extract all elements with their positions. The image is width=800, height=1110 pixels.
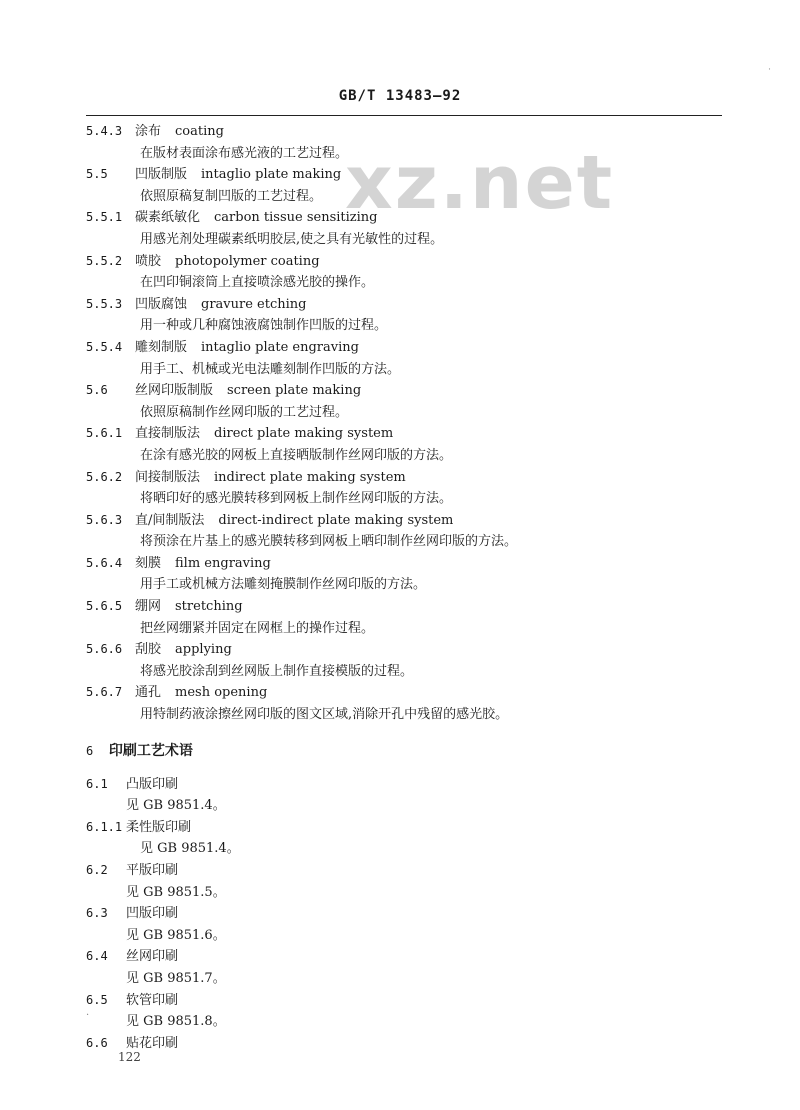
term-chinese: 刮胶 xyxy=(135,642,162,658)
term-entry xyxy=(86,164,746,186)
term-reference: 见 GB 9851.4。 xyxy=(140,841,240,857)
term-definition: 在版材表面涂布感光液的工艺过程。 xyxy=(140,145,349,161)
term-english: indirect plate making system xyxy=(214,469,406,485)
section6-term xyxy=(86,990,746,1012)
section6-list xyxy=(86,774,746,1055)
scan-mark: · xyxy=(86,1010,90,1021)
term-entry xyxy=(86,380,746,402)
term-definition: 在凹印铜滚筒上直接喷涂感光胶的操作。 xyxy=(140,275,375,291)
document-body xyxy=(86,121,746,1054)
term-entry xyxy=(86,510,746,532)
term-entry xyxy=(86,467,746,489)
section-title: 印刷工艺术语 xyxy=(108,742,193,759)
term-chinese: 凹版腐蚀 xyxy=(135,296,188,312)
term-definition: 在涂有感光胶的网板上直接晒版制作丝网印版的方法。 xyxy=(140,447,453,463)
term-chinese: 直接制版法 xyxy=(135,426,201,442)
term-chinese: 涂布 xyxy=(135,124,162,139)
term-number: 5.5 xyxy=(86,167,108,182)
term-entry xyxy=(86,337,746,359)
term-reference: 见 GB 9851.6。 xyxy=(126,927,226,943)
term-number: 6.6 xyxy=(86,1035,108,1050)
section6-term xyxy=(86,817,746,839)
term-number: 6.1 xyxy=(86,776,108,791)
term-chinese: 软管印刷 xyxy=(126,992,179,1008)
term-english: intaglio plate engraving xyxy=(201,339,359,355)
section6-term xyxy=(86,903,746,925)
term-chinese: 间接制版法 xyxy=(135,469,201,485)
section6-term xyxy=(86,860,746,882)
term-number: 6.4 xyxy=(86,949,108,964)
term-number: 5.4.3 xyxy=(86,124,123,138)
term-english: film engraving xyxy=(175,555,271,571)
term-english: photopolymer coating xyxy=(175,253,320,269)
term-entry xyxy=(86,251,746,273)
term-number: 5.6.7 xyxy=(86,685,123,700)
term-entry xyxy=(86,639,746,661)
page-number: 122 xyxy=(118,1050,141,1064)
term-english: coating xyxy=(175,124,224,139)
term-number: 6.1.1 xyxy=(86,819,123,834)
term-definition: 用特制药液涂擦丝网印版的图文区域,消除开孔中残留的感光胶。 xyxy=(140,707,509,723)
term-number: 5.5.1 xyxy=(86,210,123,225)
section-number: 6 xyxy=(86,743,94,758)
term-definition: 用手工、机械或光电法雕刻制作凹版的方法。 xyxy=(140,361,401,377)
term-chinese: 凹版制版 xyxy=(135,167,188,183)
term-english: applying xyxy=(175,642,232,658)
term-english: stretching xyxy=(175,599,243,615)
term-definition: 把丝网绷紧并固定在网框上的操作过程。 xyxy=(140,620,375,636)
term-english: direct-indirect plate making system xyxy=(218,512,454,528)
term-chinese: 直/间制版法 xyxy=(135,512,205,528)
term-number: 5.6 xyxy=(86,383,108,398)
term-reference: 见 GB 9851.8。 xyxy=(126,1014,226,1030)
term-chinese: 平版印刷 xyxy=(126,863,179,878)
term-number: 5.5.2 xyxy=(86,253,123,268)
term-english: intaglio plate making xyxy=(201,167,342,183)
term-chinese: 贴花印刷 xyxy=(126,1035,179,1051)
term-entry xyxy=(86,121,746,143)
term-definition: 依照原稿制作丝网印版的工艺过程。 xyxy=(140,404,349,420)
term-english: carbon tissue sensitizing xyxy=(214,210,378,226)
term-english: mesh opening xyxy=(175,685,268,701)
term-english: direct plate making system xyxy=(214,426,394,442)
term-number: 5.6.3 xyxy=(86,512,123,527)
term-chinese: 绷网 xyxy=(135,599,162,615)
term-definition: 将晒印好的感光膜转移到网板上制作丝网印版的方法。 xyxy=(140,491,453,507)
term-reference: 见 GB 9851.4。 xyxy=(126,798,226,814)
scan-mark: ˙ xyxy=(767,68,772,79)
section6-term xyxy=(86,774,746,796)
term-entry xyxy=(86,682,746,704)
term-chinese: 丝网印版制版 xyxy=(135,383,214,399)
term-reference: 见 GB 9851.5。 xyxy=(126,884,226,900)
section6-term xyxy=(86,946,746,968)
section6-term xyxy=(86,1033,746,1055)
term-definition: 将感光胶涂刮到丝网版上制作直接模版的过程。 xyxy=(140,663,414,679)
term-chinese: 凸版印刷 xyxy=(126,776,179,792)
term-chinese: 通孔 xyxy=(135,685,162,701)
term-list xyxy=(86,121,746,726)
term-definition: 用一种或几种腐蚀液腐蚀制作凹版的过程。 xyxy=(140,318,388,334)
section-heading xyxy=(86,736,746,766)
term-definition: 依照原稿复制凹版的工艺过程。 xyxy=(140,188,323,204)
term-reference: 见 GB 9851.7。 xyxy=(126,970,226,986)
term-number: 6.2 xyxy=(86,863,108,877)
term-chinese: 柔性版印刷 xyxy=(126,819,192,835)
term-entry xyxy=(86,553,746,575)
term-entry xyxy=(86,294,746,316)
term-entry xyxy=(86,423,746,445)
header-rule xyxy=(86,115,722,116)
term-number: 5.6.2 xyxy=(86,469,123,484)
spacer xyxy=(86,766,746,774)
term-entry xyxy=(86,207,746,229)
term-number: 5.6.4 xyxy=(86,555,123,570)
term-number: 6.3 xyxy=(86,906,108,921)
term-definition: 将预涂在片基上的感光膜转移到网板上晒印制作丝网印版的方法。 xyxy=(140,534,518,550)
term-number: 5.6.1 xyxy=(86,426,123,441)
term-number: 6.5 xyxy=(86,992,108,1007)
page-header: GB/T 13483—92 xyxy=(338,88,462,104)
term-definition: 用感光剂处理碳素纸明胶层,使之具有光敏性的过程。 xyxy=(140,231,444,247)
term-chinese: 凹版印刷 xyxy=(126,906,179,922)
term-number: 5.5.4 xyxy=(86,339,123,354)
term-chinese: 碳素纸敏化 xyxy=(135,210,201,226)
term-definition: 用手工或机械方法雕刻掩膜制作丝网印版的方法。 xyxy=(140,577,427,593)
term-chinese: 喷胶 xyxy=(135,253,162,269)
term-chinese: 雕刻制版 xyxy=(135,339,188,355)
watermark: xz.net xyxy=(345,140,615,226)
term-english: screen plate making xyxy=(227,383,362,399)
term-number: 5.5.3 xyxy=(86,296,123,311)
term-chinese: 刻膜 xyxy=(135,555,162,571)
term-number: 5.6.5 xyxy=(86,599,123,614)
term-number: 5.6.6 xyxy=(86,642,123,657)
term-english: gravure etching xyxy=(201,296,307,312)
term-chinese: 丝网印刷 xyxy=(126,949,179,965)
term-entry xyxy=(86,596,746,618)
